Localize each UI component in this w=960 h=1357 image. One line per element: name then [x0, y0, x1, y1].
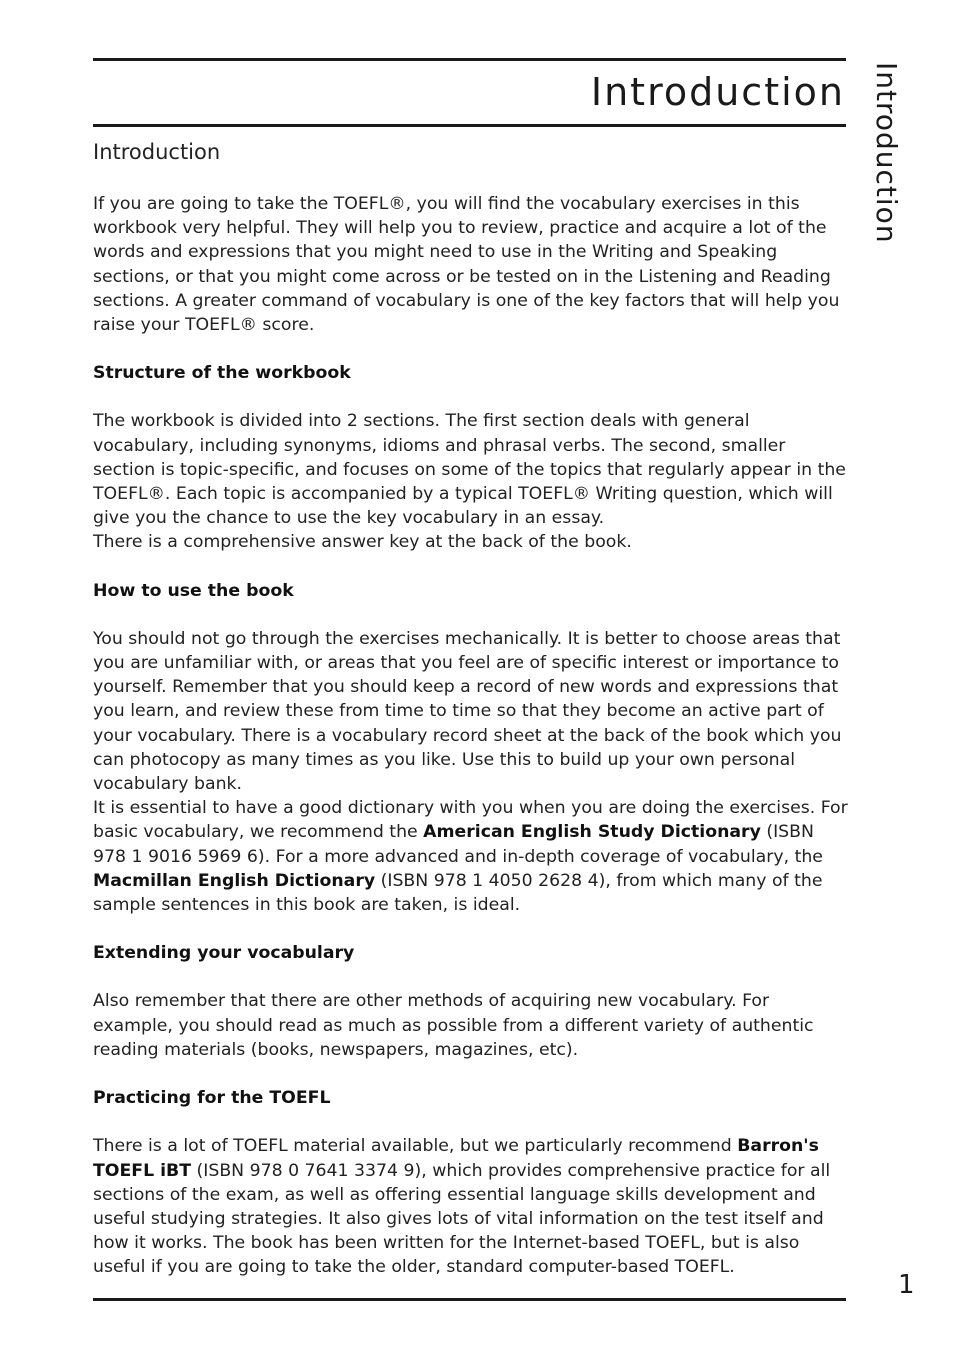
- page-number: 1: [898, 1270, 915, 1300]
- side-tab: [870, 62, 910, 244]
- dictionary-paragraph: [93, 796, 849, 917]
- top-rule: [93, 58, 846, 61]
- intro-paragraph: If you are going to take the TOEFL®, you will find the vocabulary exercises in this workbook very helpful. They will help you to review, practice and acquire a lot of the words and expressions that you might need to use in the Writing and Speaking sections, or that you might come across or be tested on in the Listening and Reading sections. A greater command of vocabulary is one of the key factors that will help you raise your TOEFL® score.: [93, 194, 840, 336]
- practicing-text-c: (ISBN 978 0 7641 3374 9), which provides comprehensive practice for all sections of the exam, as well as offering essential language skills development and useful studying strategies. It also gives lots of vital information on the test itself and how it works. The book has been written for the Internet-based TOEFL, but is also useful if you are going to take the older, standard computer-based TOEFL.: [93, 1160, 831, 1278]
- structure-answer-key-note: There is a comprehensive answer key at the back of the book.: [93, 532, 632, 553]
- side-tab-label: Introduction: [870, 62, 903, 244]
- barrons-book-title: Barron's TOEFL iBT: [93, 1136, 819, 1181]
- practicing-paragraph: [93, 1134, 849, 1279]
- how-to-use-heading: How to use the book: [93, 580, 294, 601]
- page-title: Introduction: [590, 70, 845, 114]
- title-underline-rule: [93, 124, 846, 127]
- structure-heading: Structure of the workbook: [93, 363, 351, 384]
- practicing-text-a: There is a lot of TOEFL material available, but we particularly recommend: [93, 1136, 738, 1157]
- dictionary-text-c: (ISBN 978 1 9016 5969 6). For a more advanced and in-depth coverage of vocabulary, the: [93, 822, 823, 867]
- american-dictionary-title: American English Study Dictionary: [423, 822, 761, 843]
- extending-paragraph: Also remember that there are other methods of acquiring new vocabulary. For example, you should read as much as possible from a different variety of authentic reading materials (books, newspapers, magazines, etc).: [93, 991, 814, 1060]
- page-content: [93, 136, 849, 1280]
- dictionary-text-a: It is essential to have a good dictionary with you when you are doing the exercises. For basic vocabulary, we recommend the: [93, 798, 848, 843]
- structure-paragraph: The workbook is divided into 2 sections. The first section deals with general vocabulary, including synonyms, idioms and phrasal verbs. The second, smaller section is topic-specific, and focuses on some of the topics that regularly appear in the TOEFL®. Each topic is accompanied by a typical TOEFL® Writing question, which will give you the chance to use the key vocabulary in an essay.: [93, 411, 846, 529]
- section-heading: Introduction: [93, 140, 221, 164]
- macmillan-dictionary-title: Macmillan English Dictionary: [93, 870, 376, 891]
- extending-heading: Extending your vocabulary: [93, 943, 355, 964]
- bottom-rule: [93, 1298, 846, 1301]
- how-to-use-paragraph: You should not go through the exercises mechanically. It is better to choose areas that you are unfamiliar with, or areas that you feel are of specific interest or importance to yourself. Remember that you should keep a record of new words and expressions that you learn, and review these from time to time so that they become an active part of your vocabulary. There is a vocabulary record sheet at the back of the book which you can photocopy as many times as you like. Use this to build up your own personal vocabulary bank.: [93, 628, 842, 795]
- dictionary-text-e: (ISBN 978 1 4050 2628 4), from which many of the sample sentences in this book are taken, is ideal.: [93, 870, 823, 916]
- practicing-heading: Practicing for the TOEFL: [93, 1088, 331, 1109]
